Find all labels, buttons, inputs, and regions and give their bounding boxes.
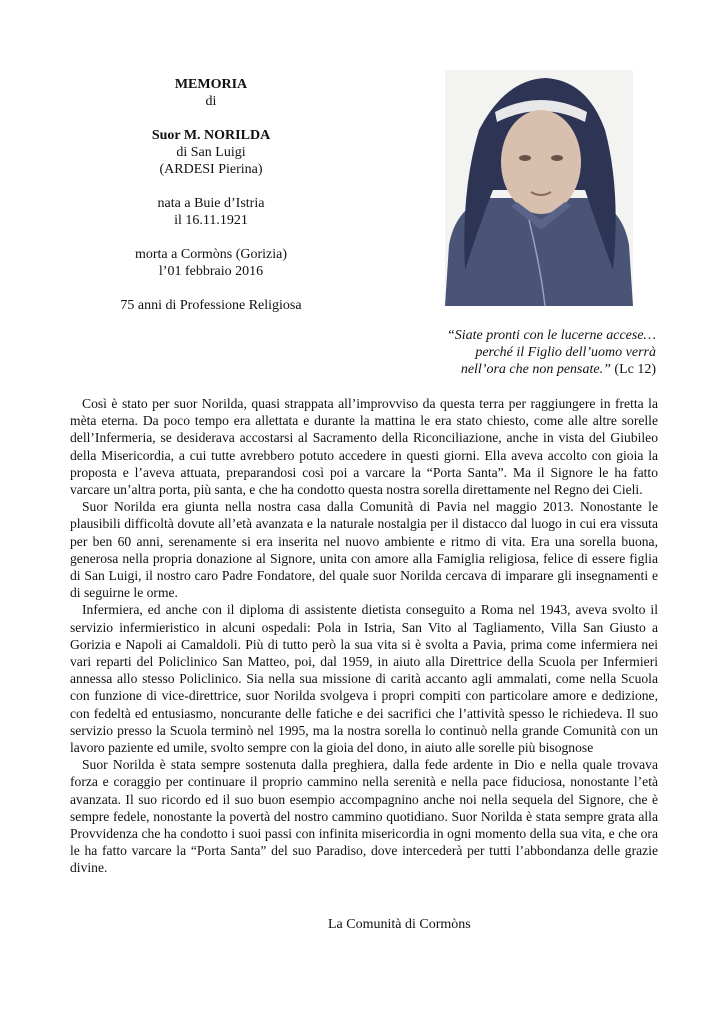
death-place: morta a Cormòns (Gorizia) <box>134 247 287 262</box>
profession-years: 75 anni di Professione Religiosa <box>120 298 302 313</box>
quote-reference: (Lc 12) <box>614 362 656 377</box>
paragraph: Suor Norilda era giunta nella nostra casa dalla Comunità di Pavia nel maggio 2013. Nonostante le plausibili difficoltà dovute all’età avanzata e la naturale nostalgia per il distacco dal luogo in cui era vissuta per ben 60 anni, serenamente si era inserita nel nuovo ambiente e ritmo di vita. Era una sorella buona, generosa nella propria donazione al Signore, unita con amore alla Famiglia religiosa, felice di essere figlia di San Luigi, il nostro caro Padre Fondatore, del quale suor Norilda cercava di imparare gli insegnamenti e di seguirne le orme. <box>70 499 658 601</box>
quote-line-3: nell’ora che non pensate.” <box>460 362 611 377</box>
paragraph: Suor Norilda è stata sempre sostenuta dalla preghiera, dalla fede ardente in Dio e nella quale trovava forza e coraggio per continuare il proprio cammino nella serenità e nella pace fiduciosa, nonostante l’età avanzata. Il suo ricordo ed il suo buon esempio accompagnino anche noi nella sequela del Signore, che è sempre fedele, nonostante la povertà del nostro cammino quotidiano. Suor Norilda è stata sempre grata alla Provvidenza che ha condotto i suoi passi con infinita misericordia in ogni momento della sua vita, e che ora le ha fatto varcare la “Porta Santa” del suo Paradiso, dove intercederà per tutti l’abbondanza delle grazie divine. <box>70 757 658 876</box>
death-date: l’01 febbraio 2016 <box>158 264 264 279</box>
memorial-header <box>100 76 322 314</box>
portrait-illustration <box>445 70 633 306</box>
birth-place: nata a Buie d’Istria <box>157 196 265 211</box>
quote-line-2: perché il Figlio dell’uomo verrà <box>475 345 656 360</box>
memoria-title: MEMORIA <box>174 77 248 92</box>
paragraph: Così è stato per suor Norilda, quasi strappata all’improvviso da questa terra per raggiungere in fretta la mèta eterna. Da poco tempo era allettata e durante la mattina le era stato chiesto, come alle altre sorelle dell’Infermeria, se desiderava accostarsi al Sacramento della Riconciliazione, anche in vista del Giubileo della Misericordia, a cui tutte avrebbero potuto accedere in questi giorni. Ella aveva accolto con gioia la proposta e l’aveva attuata, preparandosi così poi a varcare la “Porta Santa”. Ma il Signore le ha fatto varcare un’altra porta, più santa, e che ha condotto questa nostra sorella direttamente nel Regno dei Cieli. <box>70 396 658 498</box>
birth-date: il 16.11.1921 <box>174 213 248 228</box>
signature: La Comunità di Cormòns <box>328 917 471 932</box>
portrait-photo <box>445 70 633 306</box>
sister-name: Suor M. NORILDA <box>151 128 271 143</box>
paragraph: Infermiera, ed anche con il diploma di assistente dietista conseguito a Roma nel 1943, aveva svolto il servizio infermieristico in alcuni ospedali: Pola in Istria, San Vito al Tagliamento, Villa San Giusto a Gorizia e Napoli ai Camaldoli. Più di tutto però la sua vita si è svolta a Pavia, prima come infermiera nei vari reparti del Policlinico San Matteo, poi, dal 1959, in aiuto alla Direttrice della Scuola per Infermieri annessa allo stesso Policlinico. Sia nella sua missione di carità accanto agli ammalati, come nella Scuola con funzione di vice-direttrice, suor Norilda svolgeva i propri compiti con particolare amore e dedizione, con fedeltà ed entusiasmo, noncurante delle fatiche e dei sacrifici che l’attività spesso le richiedeva. Il suo servizio presso la Scuola terminò nel 1995, ma la nostra sorella lo continuò nella grande Comunità con un lavoro paziente ed umile, svolto sempre con la gioia del dono, in aiuto alle sorelle più bisognose <box>70 602 658 756</box>
quote-line-1: “Siate pronti con le lucerne accese… <box>446 328 656 343</box>
di-line: di <box>205 94 217 109</box>
memorial-body <box>70 395 658 877</box>
birth-name: (ARDESI Pierina) <box>159 162 263 177</box>
scripture-quote <box>447 327 656 378</box>
congregation-line: di San Luigi <box>176 145 246 160</box>
